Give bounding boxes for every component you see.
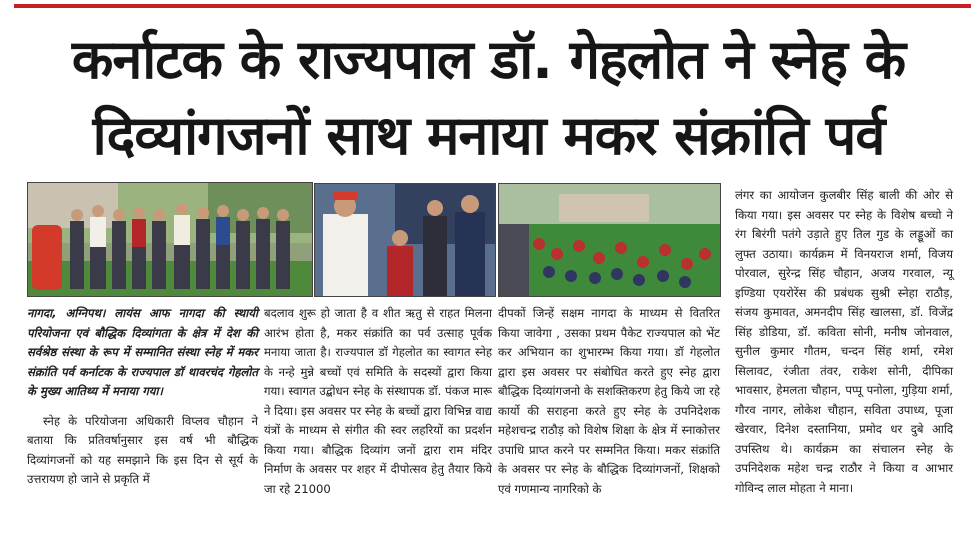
photo-governor-with-child-image (315, 184, 495, 296)
photo-children-on-lawn (498, 183, 721, 297)
headline-line-1: कर्नाटक के राज्यपाल डॉ. गेहलोत ने स्नेह के (71, 28, 906, 91)
top-accent-bar (14, 4, 971, 8)
photo-group-standing-image (28, 183, 312, 296)
article-paragraph: स्नेह के परियोजना अधिकारी विप्लव चौहान ने बताया कि प्रतिवर्षानुसार इस वर्ष भी बौद्धिक दिव्यांगजनों को यह समझाने कि इस दिन से सूर्य के उत्तरायण हो जाने से प्रकृति में (27, 413, 258, 486)
headline-line-2: दिव्यांगजनों साथ मनाया मकर संक्रांति पर्व (92, 104, 885, 167)
article-column-2 (264, 304, 492, 499)
article-paragraph: दीपकों जिन्हें सक्षम नागदा के माध्यम से वितरित किया जावेगा , उसका प्रथम पैकेट राज्यपाल को भेंट कर अभियान का शुभारम्भ किया गया। डॉ गेहलोत द्वारा इस अवसर पर संबोधित करते हुए स्नेह द्वारा बौद्धिक दिव्यांगजनो के सशक्तिकरण हेतु किये जा रहे कार्यो की सराहना करते हुए स्नेह के उपनिदेशक महेशचन्द्र राठौड़ को विशेष शिक्षा के क्षेत्र में स्नाकोत्तर उपाधि प्राप्त करने पर सम्मनित किया। मकर संक्रांति के अवसर पर स्नेह के बौद्धिक दिव्यांगजनों, शिक्षको एवं गणमान्य नागरिको के (498, 306, 720, 496)
photo-children-on-lawn-image (499, 184, 720, 296)
article-lead-paragraph: नागदा, अग्निपथ। लायंस आफ नागदा की स्थायी परियोजना एवं बौद्धिक दिव्यांगता के क्षेत्र में देश की सर्वश्रेष्ठ संस्था के रूप में सम्मानित संस्था स्नेह में मकर संक्रांति पर्व कर्नाटक के राज्यपाल डॉ थावरचंद गेहलोत के मुख्य आतिथ्य में मनाया गया। (27, 306, 258, 398)
article-column-1 (27, 304, 258, 490)
article-column-3 (498, 304, 720, 499)
article-column-4 (735, 186, 953, 498)
photo-group-standing (27, 182, 313, 297)
photo-governor-with-child (314, 183, 496, 297)
article-paragraph: लंगर का आयोजन कुलबीर सिंह बाली की ओर से किया गया। इस अवसर पर स्नेह के विशेष बच्चो ने रंग बिरंगी पतंगे उड़ाते हुए तिल गुड के लड्डूओं का लुफ्त उठाया। कार्यक्रम में विनयराज शर्मा, विजय पोरवाल, सुरेन्द्र सिंह चौहान, अजय गरवाल, न्यू इण्डिया एयरोरेंस की प्रबंधक सुश्री स्नेहा राठौड़, संजय कुमावत, अमनदीप सिंह खालसा, डॉ. विजेंद्र सिंह डोडिया, डॉ. कविता सोनी, मनीष जोनवाल, सुनील कुमार गौतम, चन्दन सिंह शर्मा, रमेश सिलावट, रंजीता तंवर, राकेश सोनी, दीपिका भावसार, हेमलता चौहान, पप्पू पनोला, गुड़िया शर्मा, गौरव नागर, लोकेश चौहान, सविता उपाध्य, पूजा खेरवार, दिनेश दस्तानिया, प्रमोद धर दुबे आदि उपस्तिथ थे। कार्यक्रम का संचालन स्नेह के उपनिदेशक महेश चन्द्र राठौर ने किया व आभार गोविन्द लाल मोहता ने माना। (735, 188, 953, 495)
article-paragraph: बदलाव शुरू हो जाता है व शीत ऋतु से राहत मिलना आरंभ होता है, मकर संक्रांति का पर्व उत्साह पूर्वक मनाया जाता है। राज्यपाल डॉ गेहलोत का स्वागत स्नेह के नन्हे मुन्ने बच्चों एवं समिति के सदस्यों द्वारा किया गया। स्वागत उद्बोधन स्नेह के संस्थापक डॉ. पंकज मारू ने दिया। इस अवसर पर स्नेह के बच्चों द्वारा विभिन्न वाद्य यंत्रों के माध्यम से संगीत की स्वर लहरियों का प्रदर्शन किया गया। बौद्धिक दिव्यांग जनों द्वारा राम मंदिर निर्माण के अवसर पर शहर में दीपोत्सव हेतु तैयार किये जा रहे 21000 (264, 306, 492, 496)
